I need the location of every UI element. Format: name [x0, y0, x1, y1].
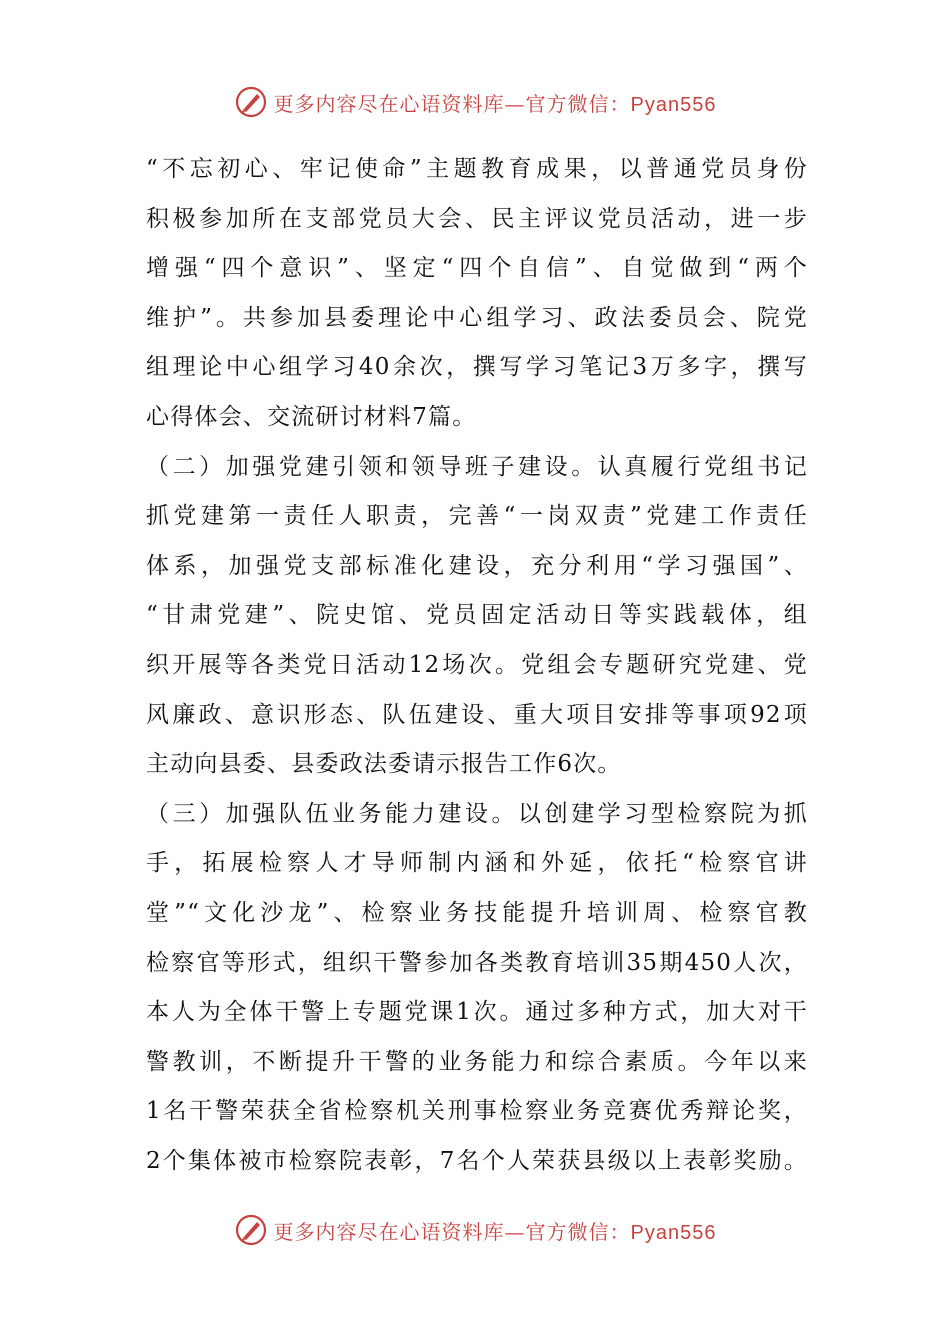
text-line: 主动向县委、县委政法委请示报告工作6次。	[146, 751, 622, 778]
text-line: 堂”“文化沙龙”、检察业务技能提升培训周、检察官教	[146, 899, 808, 926]
text-line: （二）加强党建引领和领导班子建设。认真履行党组书记	[146, 453, 808, 480]
text-line: 增强“四个意识”、坚定“四个自信”、自觉做到“两个	[146, 255, 808, 282]
document-body	[146, 145, 808, 1186]
text-line: 风廉政、意识形态、队伍建设、重大项目安排等事项92项	[146, 701, 808, 728]
footer-watermark	[0, 1206, 950, 1254]
text-line: （三）加强队伍业务能力建设。以创建学习型检察院为抓	[146, 800, 808, 827]
text-line: 抓党建第一责任人职责，完善“一岗双责”党建工作责任	[146, 503, 808, 530]
watermark-handle: Pyan556	[630, 93, 717, 116]
text-line: “不忘初心、牢记使命”主题教育成果，以普通党员身份	[146, 156, 808, 182]
text-line: 积极参加所在支部党员大会、民主评议党员活动，进一步	[146, 205, 808, 232]
quill-logo-icon	[234, 85, 268, 119]
watermark-text: 更多内容尽在心语资料库—官方微信：Pyan556	[273, 91, 717, 116]
text-line: 手，拓展检察人才导师制内涵和外延，依托“检察官讲	[146, 850, 808, 877]
text-line: 2个集体被市检察院表彰，7名个人荣获县级以上表彰奖励。	[146, 1147, 808, 1174]
text-line: 织开展等各类党日活动12场次。党组会专题研究党建、党	[146, 651, 808, 678]
text-line: 本人为全体干警上专题党课1次。通过多种方式，加大对干	[146, 999, 808, 1026]
header-watermark	[0, 78, 950, 126]
text-line: 检察官等形式，组织干警参加各类教育培训35期450人次，	[146, 949, 808, 976]
text-line: 组理论中心组学习40余次，撰写学习笔记3万多字，撰写	[146, 354, 808, 381]
watermark-text: 更多内容尽在心语资料库—官方微信：Pyan556	[273, 1219, 717, 1244]
text-line: 警教训，不断提升干警的业务能力和综合素质。今年以来	[146, 1048, 808, 1075]
text-line: “甘肃党建”、院史馆、党员固定活动日等实践载体，组	[146, 602, 808, 629]
text-line: 体系，加强党支部标准化建设，充分利用“学习强国”、	[146, 552, 808, 579]
text-line: 1名干警荣获全省检察机关刑事检察业务竞赛优秀辩论奖，	[146, 1098, 808, 1125]
watermark-handle: Pyan556	[630, 1221, 717, 1244]
text-line: 维护”。共参加县委理论中心组学习、政法委员会、院党	[146, 304, 808, 331]
quill-logo-icon	[234, 1213, 268, 1247]
text-line: 心得体会、交流研讨材料7篇。	[146, 403, 477, 430]
